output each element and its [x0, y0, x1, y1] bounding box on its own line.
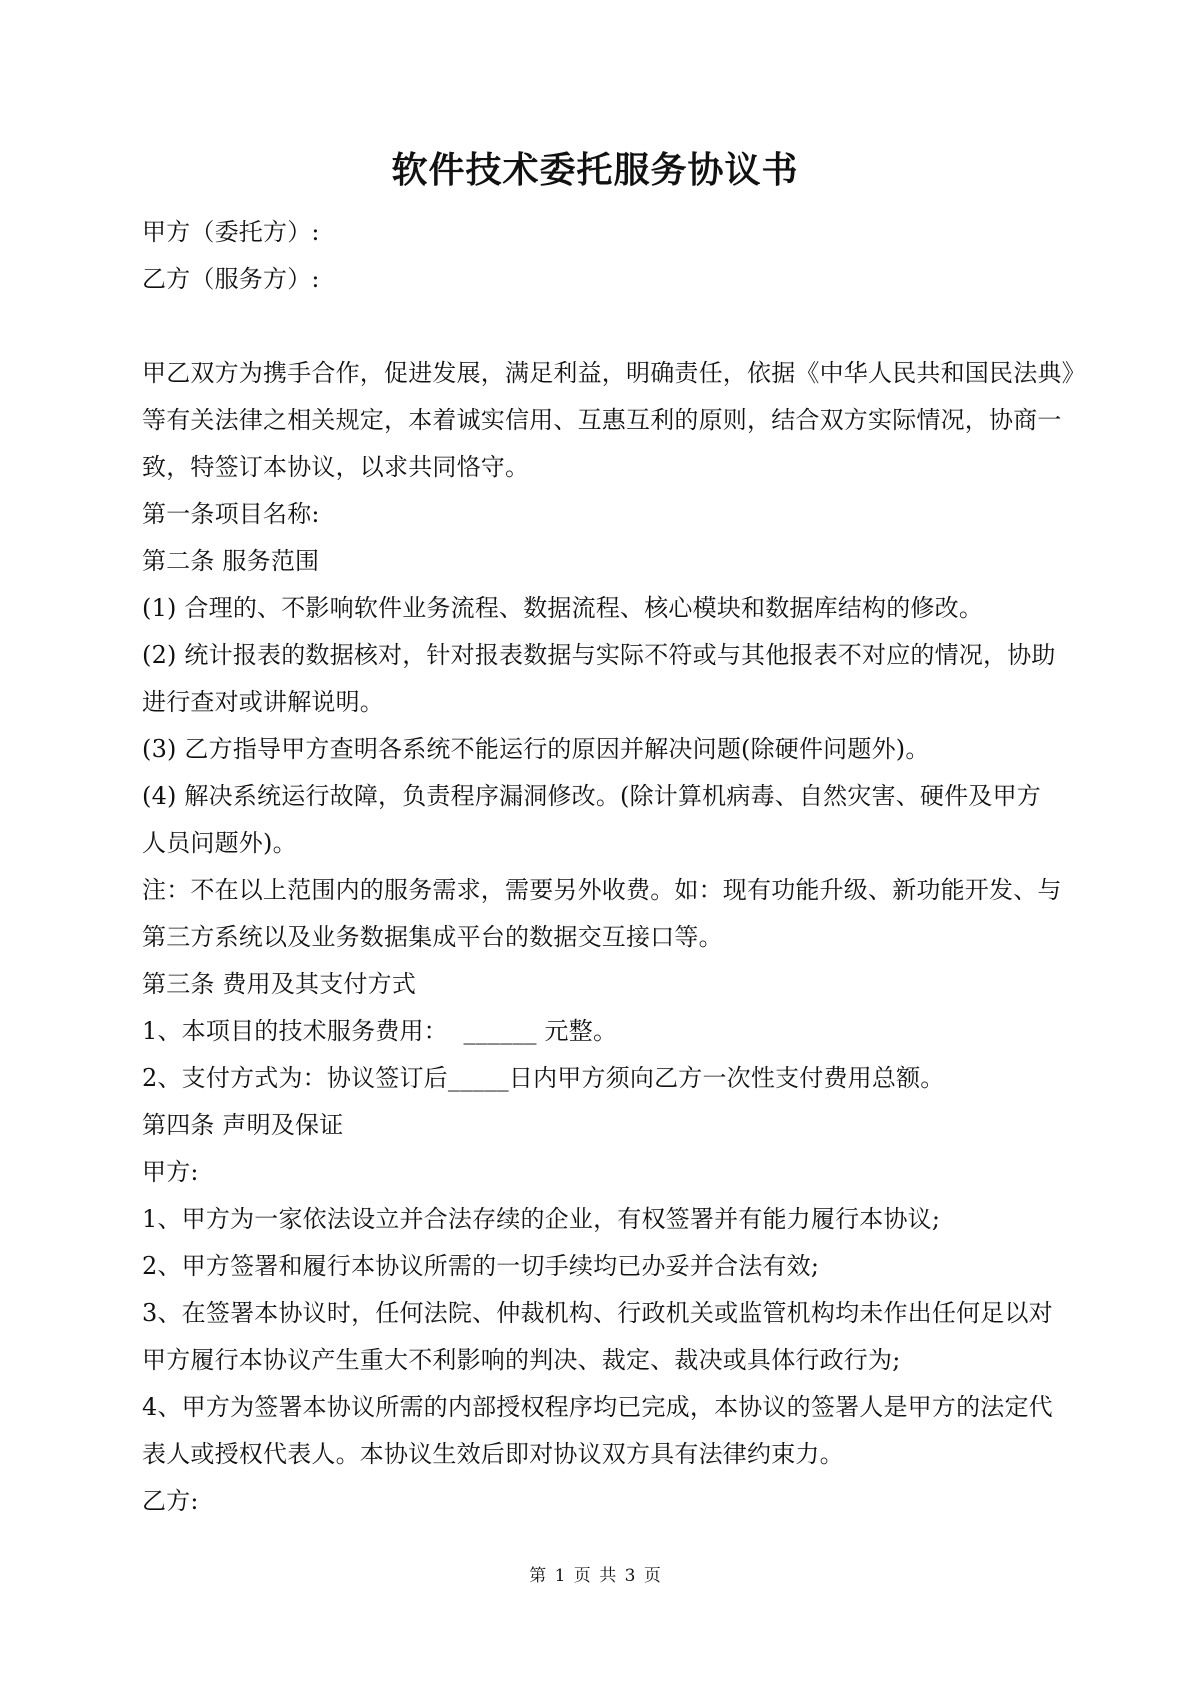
- party-a-line: 甲方（委托方）:: [142, 218, 320, 246]
- party-a-declaration-3-line-1: 3、在签署本协议时，任何法院、仲裁机构、行政机关或监管机构均未作出任何足以对: [142, 1299, 1053, 1327]
- preamble-line-2: 等有关法律之相关规定，本着诚实信用、互惠互利的原则，结合双方实际情况，协商一: [142, 406, 1062, 434]
- fee-item-2: 2、支付方式为：协议签订后_____日内甲方须向乙方一次性支付费用总额。: [142, 1064, 945, 1092]
- scope-item-4-line-1: (4) 解决系统运行故障，负责程序漏洞修改。(除计算机病毒、自然灾害、硬件及甲方: [142, 782, 1041, 810]
- party-b-declaration-heading: 乙方:: [142, 1487, 199, 1515]
- party-a-declaration-heading: 甲方:: [142, 1158, 199, 1186]
- document-body: [142, 209, 1086, 1525]
- party-a-declaration-3-line-2: 甲方履行本协议产生重大不利影响的判决、裁定、裁决或具体行政行为;: [142, 1346, 901, 1374]
- party-b-line: 乙方（服务方）:: [142, 265, 320, 293]
- party-a-declaration-1: 1、甲方为一家依法设立并合法存续的企业，有权签署并有能力履行本协议;: [142, 1205, 941, 1233]
- scope-note-line-2: 第三方系统以及业务数据集成平台的数据交互接口等。: [142, 923, 723, 951]
- scope-item-2-line-1: (2) 统计报表的数据核对，针对报表数据与实际不符或与其他报表不对应的情况，协助: [142, 641, 1056, 669]
- fee-item-1: 1、本项目的技术服务费用： ______ 元整。: [142, 1017, 618, 1045]
- article-3-heading: 第三条 费用及其支付方式: [142, 970, 417, 998]
- party-a-declaration-2: 2、甲方签署和履行本协议所需的一切手续均已办妥并合法有效;: [142, 1252, 820, 1280]
- blank-line: [142, 303, 1054, 350]
- party-a-declaration-4-line-2: 表人或授权代表人。本协议生效后即对协议双方具有法律约束力。: [142, 1440, 844, 1468]
- article-4-heading: 第四条 声明及保证: [142, 1111, 344, 1139]
- party-a-declaration-4-line-1: 4、甲方为签署本协议所需的内部授权程序均已完成，本协议的签署人是甲方的法定代: [142, 1393, 1053, 1421]
- preamble-line-1: 甲乙双方为携手合作，促进发展，满足利益，明确责任，依据《中华人民共和国民法典》: [142, 359, 1086, 387]
- document-title: 软件技术委托服务协议书: [391, 150, 799, 191]
- scope-item-3: (3) 乙方指导甲方查明各系统不能运行的原因并解决问题(除硬件问题外)。: [142, 735, 930, 763]
- page-footer: 第 1 页 共 3 页: [529, 1566, 661, 1586]
- scope-note-line-1: 注：不在以上范围内的服务需求，需要另外收费。如：现有功能升级、新功能开发、与: [142, 876, 1062, 904]
- article-2-heading: 第二条 服务范围: [142, 547, 320, 575]
- scope-item-2-line-2: 进行查对或讲解说明。: [142, 688, 384, 716]
- preamble-line-3: 致，特签订本协议，以求共同恪守。: [142, 453, 530, 481]
- scope-item-4-line-2: 人员问题外)。: [142, 829, 297, 857]
- article-1-heading: 第一条项目名称:: [142, 500, 320, 528]
- scope-item-1: (1) 合理的、不影响软件业务流程、数据流程、核心模块和数据库结构的修改。: [142, 594, 984, 622]
